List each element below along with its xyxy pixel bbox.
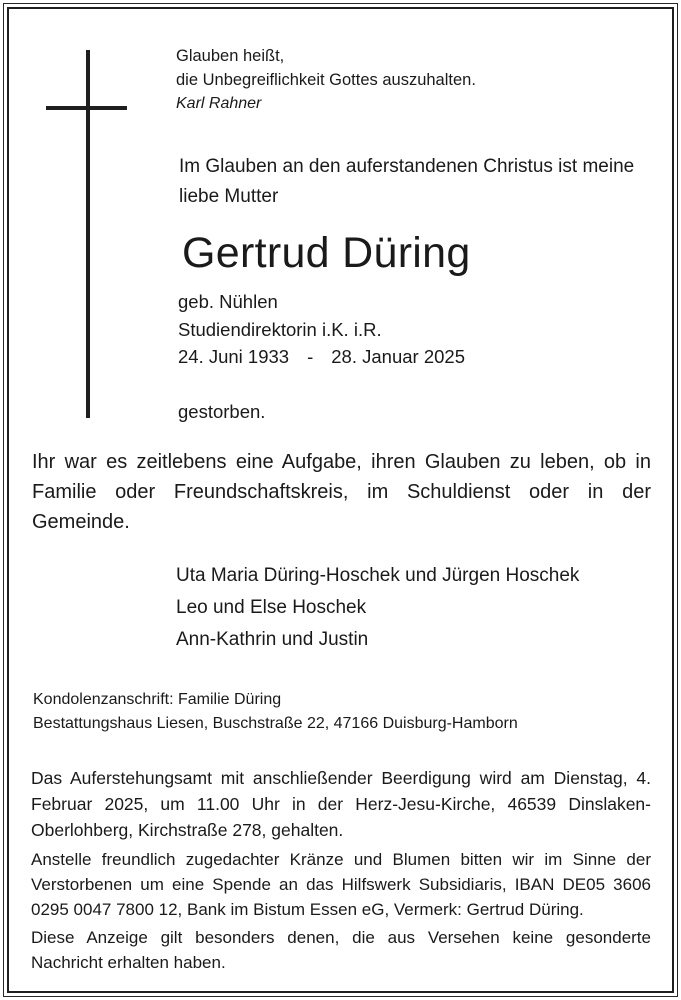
service-details: Das Auferstehungsamt mit anschließender Beerdigung wird am Dienstag, 4. Februar 2025, um 11.00 Uhr in der Herz-Jesu-Kirche, 46539 Dinslaken-Oberlohberg, Kirchstraße 278, gehalten. <box>31 768 651 840</box>
condolence-family-line: Kondolenzanschrift: Familie Düring <box>33 691 282 708</box>
page-title: Gertrud Düring <box>182 229 471 277</box>
quote-author: Karl Rahner <box>176 95 262 112</box>
life-dates <box>178 343 648 371</box>
tribute-paragraph: Ihr war es zeitlebens eine Aufgabe, ihren Glauben zu leben, ob in Familie oder Freundschaftskreis, im Schuldienst oder in der Gemeinde. <box>32 451 651 533</box>
deceased-details <box>178 288 648 371</box>
survivors-list <box>176 560 656 656</box>
quote-line-2: die Unbegreiflichkeit Gottes auszuhalten. <box>176 71 476 89</box>
list-item: Uta Maria Düring-Hoschek und Jürgen Hoschek <box>176 565 580 586</box>
closing-note: Diese Anzeige gilt besonders denen, die aus Versehen keine gesonderte Nachricht erhalten haben. <box>31 928 651 972</box>
death-date: 28. Januar 2025 <box>331 346 465 367</box>
died-word: gestorben. <box>178 401 266 422</box>
list-item: Ann-Kathrin und Justin <box>176 629 369 650</box>
intro-text: Im Glauben an den auferstandenen Christus ist meine liebe Mutter <box>179 156 635 207</box>
opening-quote <box>176 44 646 116</box>
donation-request: Anstelle freundlich zugedachter Kränze und Blumen bitten wir im Sinne der Verstorbenen um eine Spende an das Hilfswerk Subsidiaris, IBAN DE05 3606 0295 0047 7800 12, Bank im Bistum Essen eG, Vermerk: Gertrud Düring. <box>31 850 651 919</box>
condolence-address <box>33 688 633 736</box>
quote-line-1: Glauben heißt, <box>176 47 285 65</box>
date-separator: - <box>307 346 314 367</box>
maiden-name: geb. Nühlen <box>178 291 278 312</box>
condolence-funeral-home-line: Bestattungshaus Liesen, Buschstraße 22, 47166 Duisburg-Hamborn <box>33 715 518 732</box>
professional-title: Studiendirektorin i.K. i.R. <box>178 318 382 340</box>
birth-date: 24. Juni 1933 <box>178 346 290 367</box>
list-item: Leo und Else Hoschek <box>176 597 367 618</box>
cross-horizontal-bar <box>46 106 127 110</box>
